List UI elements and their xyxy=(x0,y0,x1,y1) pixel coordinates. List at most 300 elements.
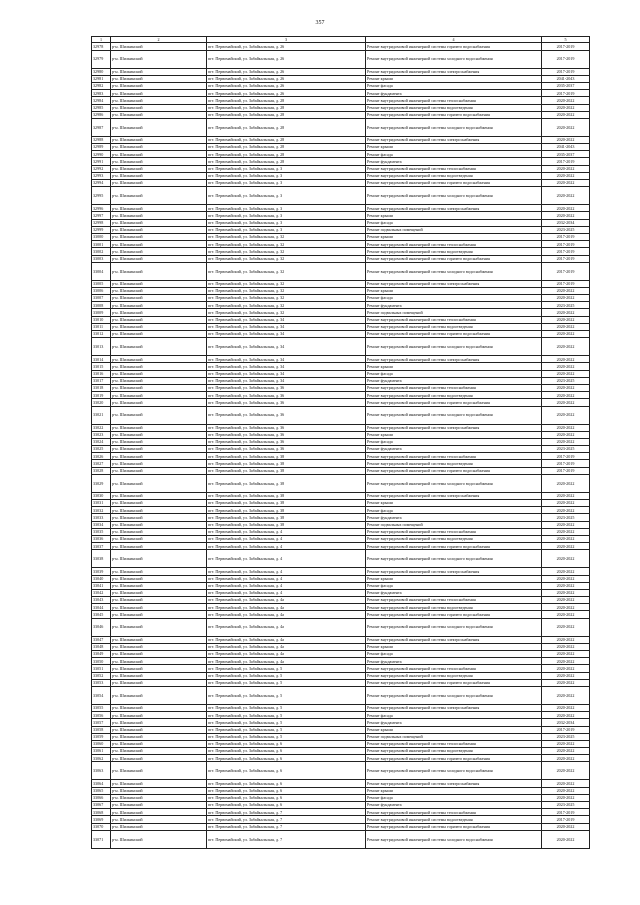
address: пгт. Первомайский, ул. Забайкальская, д. 7 xyxy=(207,823,366,830)
row-number: 33025 xyxy=(92,446,111,453)
period: 2020-2022 xyxy=(542,575,590,582)
work-type: Ремонт внутридомовой инженерной системы холодного водоснабжения xyxy=(366,50,542,68)
period: 2017-2019 xyxy=(542,262,590,280)
work-type: Ремонт крыши xyxy=(366,500,542,507)
address: пгт. Первомайский, ул. Забайкальская, д. 5 xyxy=(207,704,366,711)
row-number: 33047 xyxy=(92,636,111,643)
work-type: Ремонт фундамента xyxy=(366,302,542,309)
row-number: 33064 xyxy=(92,780,111,787)
address: пгт. Первомайский, ул. Забайкальская, д. 28 xyxy=(207,158,366,165)
period: 2023-2025 xyxy=(542,226,590,233)
district: р-н. Шилкинский xyxy=(111,500,207,507)
address: пгт. Первомайский, ул. Забайкальская, д. 34 xyxy=(207,377,366,384)
district: р-н. Шилкинский xyxy=(111,543,207,550)
district: р-н. Шилкинский xyxy=(111,521,207,528)
address: пгт. Первомайский, ул. Забайкальская, д. 32 xyxy=(207,295,366,302)
address: пгт. Первомайский, ул. Забайкальская, д. 36 xyxy=(207,399,366,406)
table-row xyxy=(92,755,590,762)
work-type: Ремонт подвальных помещений xyxy=(366,309,542,316)
district: р-н. Шилкинский xyxy=(111,802,207,809)
row-number: 33041 xyxy=(92,582,111,589)
work-type: Ремонт внутридомовой инженерной системы теплоснабжения xyxy=(366,528,542,535)
work-type: Ремонт подвальных помещений xyxy=(366,733,542,740)
district: р-н. Шилкинский xyxy=(111,604,207,611)
period: 2020-2022 xyxy=(542,316,590,323)
address: пгт. Первомайский, ул. Забайкальская, д. 5 xyxy=(207,672,366,679)
table-row xyxy=(92,438,590,445)
table-row xyxy=(92,780,590,787)
period: 2020-2022 xyxy=(542,740,590,747)
work-type: Ремонт крыши xyxy=(366,787,542,794)
header-col-1: 1 xyxy=(92,37,111,43)
row-number: 32997 xyxy=(92,212,111,219)
address: пгт. Первомайский, ул. Забайкальская, д. 38 xyxy=(207,507,366,514)
district: р-н. Шилкинский xyxy=(111,111,207,118)
period: 2032-2034 xyxy=(542,219,590,226)
row-number: 33006 xyxy=(92,287,111,294)
work-type: Ремонт внутридомовой инженерной системы холодного водоснабжения xyxy=(366,338,542,356)
row-number: 33037 xyxy=(92,543,111,550)
address: пгт. Первомайский, ул. Забайкальская, д. 4а xyxy=(207,604,366,611)
row-number: 33038 xyxy=(92,550,111,568)
row-number: 33015 xyxy=(92,363,111,370)
address: пгт. Первомайский, ул. Забайкальская, д. 6 xyxy=(207,787,366,794)
work-type: Ремонт внутридомовой инженерной системы холодного водоснабжения xyxy=(366,262,542,280)
period: 2017-2019 xyxy=(542,280,590,287)
district: р-н. Шилкинский xyxy=(111,514,207,521)
address: пгт. Первомайский, ул. Забайкальская, д. 26 xyxy=(207,82,366,89)
district: р-н. Шилкинский xyxy=(111,755,207,762)
period: 2017-2019 xyxy=(542,248,590,255)
table-row xyxy=(92,453,590,460)
row-number: 33048 xyxy=(92,643,111,650)
period: 2020-2022 xyxy=(542,604,590,611)
address: пгт. Первомайский, ул. Забайкальская, д. 3 xyxy=(207,219,366,226)
district: р-н. Шилкинский xyxy=(111,262,207,280)
table-row xyxy=(92,787,590,794)
row-number: 32989 xyxy=(92,144,111,151)
period: 2020-2022 xyxy=(542,780,590,787)
work-type: Ремонт фасада xyxy=(366,370,542,377)
row-number: 32980 xyxy=(92,68,111,75)
work-type: Ремонт внутридомовой инженерной системы холодного водоснабжения xyxy=(366,187,542,205)
table-row xyxy=(92,338,590,356)
district: р-н. Шилкинский xyxy=(111,356,207,363)
district: р-н. Шилкинский xyxy=(111,658,207,665)
row-number: 33033 xyxy=(92,514,111,521)
period: 2017-2019 xyxy=(542,809,590,816)
period: 2017-2019 xyxy=(542,68,590,75)
period: 2020-2022 xyxy=(542,118,590,136)
address: пгт. Первомайский, ул. Забайкальская, д. 5 xyxy=(207,726,366,733)
table-row xyxy=(92,241,590,248)
district: р-н. Шилкинский xyxy=(111,323,207,330)
district: р-н. Шилкинский xyxy=(111,787,207,794)
row-number: 33031 xyxy=(92,500,111,507)
work-type: Ремонт фасада xyxy=(366,438,542,445)
period: 2020-2022 xyxy=(542,356,590,363)
table-row xyxy=(92,492,590,499)
row-number: 32978 xyxy=(92,43,111,50)
district: р-н. Шилкинский xyxy=(111,392,207,399)
district: р-н. Шилкинский xyxy=(111,704,207,711)
period: 2020-2022 xyxy=(542,636,590,643)
table-row xyxy=(92,226,590,233)
period: 2020-2022 xyxy=(542,611,590,618)
table-row xyxy=(92,507,590,514)
address: пгт. Первомайский, ул. Забайкальская, д. 36 xyxy=(207,438,366,445)
district: р-н. Шилкинский xyxy=(111,338,207,356)
row-number: 33039 xyxy=(92,568,111,575)
period: 2017-2019 xyxy=(542,241,590,248)
work-type: Ремонт внутридомовой инженерной системы горячего водоснабжения xyxy=(366,611,542,618)
row-number: 33005 xyxy=(92,280,111,287)
table-row xyxy=(92,392,590,399)
address: пгт. Первомайский, ул. Забайкальская, д. 36 xyxy=(207,424,366,431)
table-row xyxy=(92,158,590,165)
district: р-н. Шилкинский xyxy=(111,406,207,424)
table-row xyxy=(92,733,590,740)
work-type: Ремонт внутридомовой инженерной системы горячего водоснабжения xyxy=(366,331,542,338)
table-row xyxy=(92,582,590,589)
table-row xyxy=(92,809,590,816)
period: 2017-2019 xyxy=(542,726,590,733)
table-row xyxy=(92,762,590,780)
district: р-н. Шилкинский xyxy=(111,528,207,535)
work-type: Ремонт фундамента xyxy=(366,658,542,665)
period: 2020-2022 xyxy=(542,535,590,542)
address: пгт. Первомайский, ул. Забайкальская, д. 5 xyxy=(207,712,366,719)
table-row xyxy=(92,302,590,309)
period: 2023-2025 xyxy=(542,802,590,809)
table-row xyxy=(92,589,590,596)
address: пгт. Первомайский, ул. Забайкальская, д. 4 xyxy=(207,543,366,550)
table-row xyxy=(92,712,590,719)
work-type: Ремонт внутридомовой инженерной системы холодного водоснабжения xyxy=(366,550,542,568)
district: р-н. Шилкинский xyxy=(111,733,207,740)
table-row xyxy=(92,748,590,755)
period: 2020-2022 xyxy=(542,830,590,848)
table-row xyxy=(92,568,590,575)
address: пгт. Первомайский, ул. Забайкальская, д. 36 xyxy=(207,384,366,391)
work-type: Ремонт внутридомовой инженерной системы холодного водоснабжения xyxy=(366,406,542,424)
period: 2017-2019 xyxy=(542,158,590,165)
work-type: Ремонт внутридомовой инженерной системы электроснабжения xyxy=(366,136,542,143)
table-row xyxy=(92,823,590,830)
address: пгт. Первомайский, ул. Забайкальская, д. 4а xyxy=(207,618,366,636)
period: 2020-2022 xyxy=(542,589,590,596)
row-number: 33023 xyxy=(92,431,111,438)
address: пгт. Первомайский, ул. Забайкальская, д. 32 xyxy=(207,302,366,309)
row-number: 33062 xyxy=(92,755,111,762)
table-row xyxy=(92,280,590,287)
address: пгт. Первомайский, ул. Забайкальская, д. 7 xyxy=(207,809,366,816)
period: 2041-2043 xyxy=(542,75,590,82)
district: р-н. Шилкинский xyxy=(111,97,207,104)
row-number: 33024 xyxy=(92,438,111,445)
row-number: 33068 xyxy=(92,809,111,816)
address: пгт. Первомайский, ул. Забайкальская, д. 28 xyxy=(207,118,366,136)
table-row xyxy=(92,111,590,118)
table-row xyxy=(92,686,590,704)
work-type: Ремонт внутридомовой инженерной системы водоотведения xyxy=(366,392,542,399)
address: пгт. Первомайский, ул. Забайкальская, д. 26 xyxy=(207,43,366,50)
table-row xyxy=(92,740,590,747)
district: р-н. Шилкинский xyxy=(111,507,207,514)
work-type: Ремонт внутридомовой инженерной системы горячего водоснабжения xyxy=(366,679,542,686)
address: пгт. Первомайский, ул. Забайкальская, д. 4 xyxy=(207,550,366,568)
work-type: Ремонт внутридомовой инженерной системы водоотведения xyxy=(366,460,542,467)
district: р-н. Шилкинский xyxy=(111,82,207,89)
work-type: Ремонт фундамента xyxy=(366,719,542,726)
district: р-н. Шилкинский xyxy=(111,686,207,704)
row-number: 32999 xyxy=(92,226,111,233)
table-row xyxy=(92,180,590,187)
table-row xyxy=(92,262,590,280)
period: 2020-2022 xyxy=(542,111,590,118)
period: 2017-2019 xyxy=(542,90,590,97)
row-number: 33058 xyxy=(92,726,111,733)
table-row xyxy=(92,597,590,604)
row-number: 32987 xyxy=(92,118,111,136)
table-row xyxy=(92,118,590,136)
row-number: 33069 xyxy=(92,816,111,823)
work-type: Ремонт крыши xyxy=(366,144,542,151)
row-number: 33003 xyxy=(92,255,111,262)
work-type: Ремонт внутридомовой инженерной системы водоотведения xyxy=(366,604,542,611)
address: пгт. Первомайский, ул. Забайкальская, д. 26 xyxy=(207,75,366,82)
work-type: Ремонт внутридомовой инженерной системы электроснабжения xyxy=(366,492,542,499)
row-number: 33022 xyxy=(92,424,111,431)
district: р-н. Шилкинский xyxy=(111,762,207,780)
table-row xyxy=(92,704,590,711)
work-type: Ремонт внутридомовой инженерной системы теплоснабжения xyxy=(366,740,542,747)
row-number: 33045 xyxy=(92,611,111,618)
period: 2020-2022 xyxy=(542,309,590,316)
district: р-н. Шилкинский xyxy=(111,453,207,460)
district: р-н. Шилкинский xyxy=(111,424,207,431)
district: р-н. Шилкинский xyxy=(111,830,207,848)
address: пгт. Первомайский, ул. Забайкальская, д. 6 xyxy=(207,755,366,762)
address: пгт. Первомайский, ул. Забайкальская, д. 28 xyxy=(207,97,366,104)
work-type: Ремонт фундамента xyxy=(366,90,542,97)
address: пгт. Первомайский, ул. Забайкальская, д. 4 xyxy=(207,589,366,596)
period: 2020-2022 xyxy=(542,97,590,104)
row-number: 32990 xyxy=(92,151,111,158)
work-type: Ремонт крыши xyxy=(366,643,542,650)
row-number: 33060 xyxy=(92,740,111,747)
table-row xyxy=(92,446,590,453)
district: р-н. Шилкинский xyxy=(111,68,207,75)
period: 2020-2022 xyxy=(542,323,590,330)
work-type: Ремонт внутридомовой инженерной системы теплоснабжения xyxy=(366,597,542,604)
work-type: Ремонт внутридомовой инженерной системы теплоснабжения xyxy=(366,665,542,672)
period: 2020-2022 xyxy=(542,136,590,143)
period: 2020-2022 xyxy=(542,370,590,377)
district: р-н. Шилкинский xyxy=(111,823,207,830)
period: 2017-2019 xyxy=(542,50,590,68)
header-col-5: 5 xyxy=(542,37,590,43)
address: пгт. Первомайский, ул. Забайкальская, д. 4а xyxy=(207,611,366,618)
period: 2020-2022 xyxy=(542,582,590,589)
district: р-н. Шилкинский xyxy=(111,809,207,816)
period: 2020-2022 xyxy=(542,384,590,391)
work-type: Ремонт фундамента xyxy=(366,589,542,596)
row-number: 32986 xyxy=(92,111,111,118)
address: пгт. Первомайский, ул. Забайкальская, д. 3 xyxy=(207,180,366,187)
district: р-н. Шилкинский xyxy=(111,446,207,453)
row-number: 33070 xyxy=(92,823,111,830)
district: р-н. Шилкинский xyxy=(111,370,207,377)
district: р-н. Шилкинский xyxy=(111,151,207,158)
work-type: Ремонт внутридомовой инженерной системы теплоснабжения xyxy=(366,165,542,172)
work-type: Ремонт внутридомовой инженерной системы горячего водоснабжения xyxy=(366,111,542,118)
row-number: 32988 xyxy=(92,136,111,143)
row-number: 33009 xyxy=(92,309,111,316)
table-row xyxy=(92,658,590,665)
period: 2020-2022 xyxy=(542,568,590,575)
address: пгт. Первомайский, ул. Забайкальская, д. 26 xyxy=(207,50,366,68)
row-number: 33026 xyxy=(92,453,111,460)
district: р-н. Шилкинский xyxy=(111,136,207,143)
address: пгт. Первомайский, ул. Забайкальская, д. 5 xyxy=(207,679,366,686)
table-row xyxy=(92,370,590,377)
period: 2017-2019 xyxy=(542,816,590,823)
table-row xyxy=(92,323,590,330)
row-number: 33017 xyxy=(92,377,111,384)
period: 2020-2022 xyxy=(542,399,590,406)
row-number: 33071 xyxy=(92,830,111,848)
address: пгт. Первомайский, ул. Забайкальская, д. 34 xyxy=(207,331,366,338)
district: р-н. Шилкинский xyxy=(111,460,207,467)
work-type: Ремонт внутридомовой инженерной системы водоотведения xyxy=(366,323,542,330)
address: пгт. Первомайский, ул. Забайкальская, д. 7 xyxy=(207,816,366,823)
district: р-н. Шилкинский xyxy=(111,575,207,582)
table-row xyxy=(92,363,590,370)
address: пгт. Первомайский, ул. Забайкальская, д. 32 xyxy=(207,262,366,280)
address: пгт. Первомайский, ул. Забайкальская, д. 34 xyxy=(207,316,366,323)
district: р-н. Шилкинский xyxy=(111,535,207,542)
table-row xyxy=(92,144,590,151)
work-type: Ремонт внутридомовой инженерной системы горячего водоснабжения xyxy=(366,543,542,550)
row-number: 33040 xyxy=(92,575,111,582)
row-number: 33059 xyxy=(92,733,111,740)
address: пгт. Первомайский, ул. Забайкальская, д. 4 xyxy=(207,528,366,535)
district: р-н. Шилкинский xyxy=(111,287,207,294)
address: пгт. Первомайский, ул. Забайкальская, д. 5 xyxy=(207,665,366,672)
table-row xyxy=(92,643,590,650)
address: пгт. Первомайский, ул. Забайкальская, д. 6 xyxy=(207,780,366,787)
district: р-н. Шилкинский xyxy=(111,712,207,719)
row-number: 33063 xyxy=(92,762,111,780)
period: 2020-2022 xyxy=(542,474,590,492)
table-row xyxy=(92,575,590,582)
work-type: Ремонт внутридомовой инженерной системы холодного водоснабжения xyxy=(366,474,542,492)
address: пгт. Первомайский, ул. Забайкальская, д. 28 xyxy=(207,111,366,118)
row-number: 33043 xyxy=(92,597,111,604)
address: пгт. Первомайский, ул. Забайкальская, д. 6 xyxy=(207,794,366,801)
table-row xyxy=(92,255,590,262)
district: р-н. Шилкинский xyxy=(111,816,207,823)
district: р-н. Шилкинский xyxy=(111,212,207,219)
district: р-н. Шилкинский xyxy=(111,474,207,492)
work-type: Ремонт внутридомовой инженерной системы горячего водоснабжения xyxy=(366,823,542,830)
period: 2020-2022 xyxy=(542,679,590,686)
district: р-н. Шилкинский xyxy=(111,205,207,212)
address: пгт. Первомайский, ул. Забайкальская, д. 3 xyxy=(207,187,366,205)
address: пгт. Первомайский, ул. Забайкальская, д. 38 xyxy=(207,500,366,507)
period: 2017-2019 xyxy=(542,43,590,50)
period: 2020-2022 xyxy=(542,672,590,679)
table-row xyxy=(92,431,590,438)
address: пгт. Первомайский, ул. Забайкальская, д. 3 xyxy=(207,172,366,179)
period: 2020-2022 xyxy=(542,338,590,356)
district: р-н. Шилкинский xyxy=(111,467,207,474)
row-number: 33044 xyxy=(92,604,111,611)
row-number: 33014 xyxy=(92,356,111,363)
district: р-н. Шилкинский xyxy=(111,331,207,338)
district: р-н. Шилкинский xyxy=(111,180,207,187)
address: пгт. Первомайский, ул. Забайкальская, д. 6 xyxy=(207,740,366,747)
period: 2017-2019 xyxy=(542,255,590,262)
row-number: 33007 xyxy=(92,295,111,302)
table-row xyxy=(92,377,590,384)
period: 2020-2022 xyxy=(542,424,590,431)
period: 2020-2022 xyxy=(542,438,590,445)
table-row xyxy=(92,82,590,89)
district: р-н. Шилкинский xyxy=(111,233,207,240)
work-type: Ремонт внутридомовой инженерной системы водоотведения xyxy=(366,104,542,111)
row-number: 33028 xyxy=(92,467,111,474)
work-type: Ремонт фасада xyxy=(366,82,542,89)
period: 2020-2022 xyxy=(542,528,590,535)
period: 2020-2022 xyxy=(542,104,590,111)
address: пгт. Первомайский, ул. Забайкальская, д. 32 xyxy=(207,233,366,240)
work-type: Ремонт внутридомовой инженерной системы электроснабжения xyxy=(366,280,542,287)
work-type: Ремонт фасада xyxy=(366,712,542,719)
period: 2020-2022 xyxy=(542,823,590,830)
row-number: 33066 xyxy=(92,794,111,801)
district: р-н. Шилкинский xyxy=(111,226,207,233)
table-row xyxy=(92,97,590,104)
period: 2020-2022 xyxy=(542,492,590,499)
address: пгт. Первомайский, ул. Забайкальская, д. 26 xyxy=(207,90,366,97)
work-type: Ремонт внутридомовой инженерной системы водоотведения xyxy=(366,248,542,255)
table-row xyxy=(92,68,590,75)
row-number: 32991 xyxy=(92,158,111,165)
address: пгт. Первомайский, ул. Забайкальская, д. 28 xyxy=(207,151,366,158)
work-type: Ремонт фасада xyxy=(366,582,542,589)
table-row xyxy=(92,672,590,679)
row-number: 32996 xyxy=(92,205,111,212)
table-row xyxy=(92,467,590,474)
district: р-н. Шилкинский xyxy=(111,302,207,309)
address: пгт. Первомайский, ул. Забайкальская, д. 28 xyxy=(207,144,366,151)
district: р-н. Шилкинский xyxy=(111,611,207,618)
table-row xyxy=(92,543,590,550)
work-type: Ремонт крыши xyxy=(366,575,542,582)
row-number: 33042 xyxy=(92,589,111,596)
period: 2020-2022 xyxy=(542,287,590,294)
row-number: 32982 xyxy=(92,82,111,89)
district: р-н. Шилкинский xyxy=(111,643,207,650)
table-row xyxy=(92,309,590,316)
table-row xyxy=(92,830,590,848)
row-number: 32993 xyxy=(92,172,111,179)
row-number: 32995 xyxy=(92,187,111,205)
row-number: 33035 xyxy=(92,528,111,535)
district: р-н. Шилкинский xyxy=(111,665,207,672)
